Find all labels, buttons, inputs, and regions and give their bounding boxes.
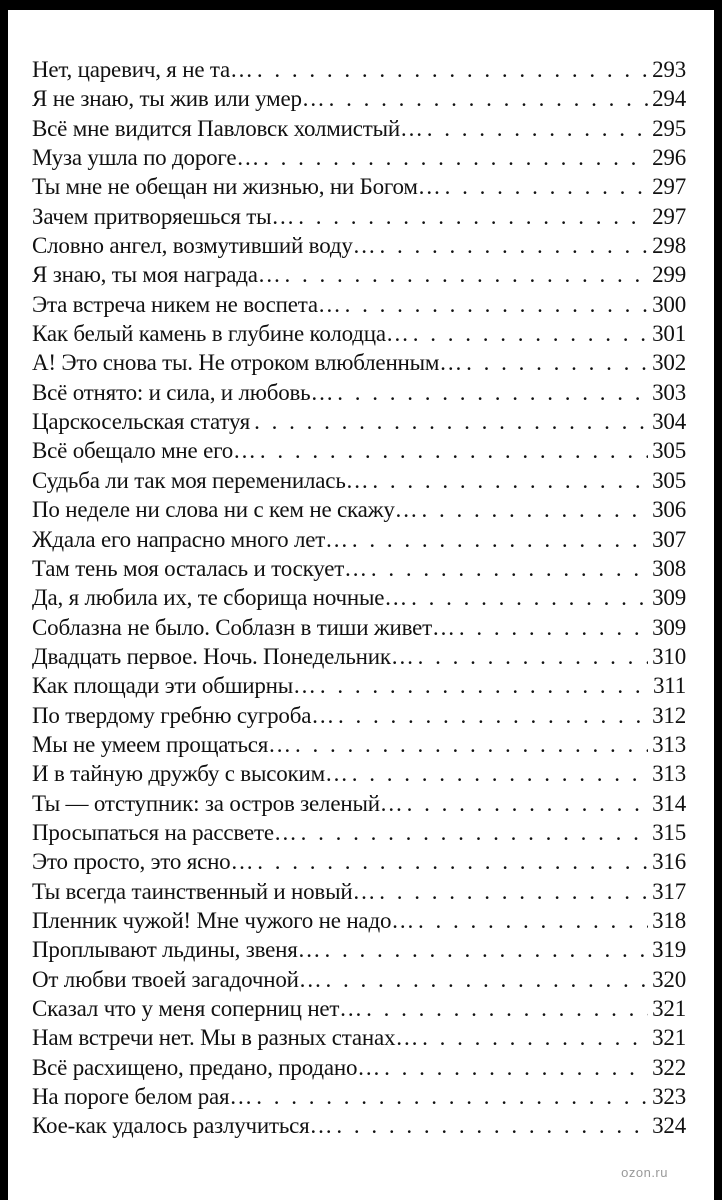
toc-entry-title: Нам встречи нет. Мы в разных станах… xyxy=(32,1025,419,1051)
toc-entry-title: Всё расхищено, предано, продано… xyxy=(32,1054,381,1080)
toc-entry-title: Просыпаться на рассвете… xyxy=(32,819,297,845)
toc-entry-title: Нет, царевич, я не та… xyxy=(32,57,253,82)
toc-entry-page: 310 xyxy=(652,643,686,669)
toc-entry-page: 315 xyxy=(652,819,686,845)
toc-entry-page: 307 xyxy=(652,526,686,552)
toc-entry xyxy=(32,290,686,319)
dot-leader xyxy=(411,583,648,612)
toc-entry xyxy=(32,935,686,964)
toc-entry-title: Судьба ли так моя переменилась… xyxy=(32,467,369,493)
toc-entry-page: 313 xyxy=(652,731,686,757)
table-of-contents xyxy=(32,55,686,1141)
toc-entry xyxy=(32,1082,686,1111)
left-border xyxy=(0,0,8,1200)
toc-entry-title: Ты всегда таинственный и новый… xyxy=(32,878,376,904)
toc-entry-title: Проплывают льдины, звеня… xyxy=(32,937,321,963)
dot-leader xyxy=(326,965,649,994)
toc-entry xyxy=(32,701,686,730)
toc-entry xyxy=(32,525,686,554)
dot-leader xyxy=(256,1082,648,1111)
dot-leader xyxy=(257,55,648,84)
dot-leader xyxy=(372,466,648,495)
dot-leader xyxy=(466,348,648,377)
toc-entry xyxy=(32,260,686,289)
dot-leader xyxy=(418,906,648,935)
toc-entry-page: 297 xyxy=(652,203,686,229)
toc-entry-title: Там тень моя осталась и тоскует… xyxy=(32,555,367,581)
dot-leader xyxy=(324,935,648,964)
toc-entry-page: 314 xyxy=(652,790,686,816)
toc-entry-page: 303 xyxy=(652,379,686,405)
toc-entry-page: 320 xyxy=(652,966,686,992)
toc-entry-page: 309 xyxy=(652,614,686,640)
dot-leader xyxy=(459,613,648,642)
dot-leader xyxy=(345,290,648,319)
dot-leader xyxy=(260,436,648,465)
toc-entry-page: 304 xyxy=(652,409,686,435)
toc-entry-title: По неделе ни слова ни с кем не скажу… xyxy=(32,497,418,523)
toc-entry-page: 295 xyxy=(652,115,686,141)
dot-leader xyxy=(329,84,648,113)
toc-entry-title: А! Это снова ты. Не отроком влюбленным… xyxy=(32,350,463,376)
toc-entry-page: 318 xyxy=(652,907,686,933)
toc-entry xyxy=(32,877,686,906)
toc-entry-title: Муза ушла по дороге… xyxy=(32,145,260,171)
toc-entry-title: Ты — отступник: за остров зеленый… xyxy=(32,790,403,816)
toc-entry-page: 322 xyxy=(652,1054,686,1080)
toc-entry-page: 302 xyxy=(652,350,686,376)
toc-entry-page: 321 xyxy=(652,1025,686,1051)
toc-entry-title: Всё обещало мне его… xyxy=(32,438,256,464)
dot-leader xyxy=(336,1111,648,1140)
toc-entry xyxy=(32,231,686,260)
right-border xyxy=(714,0,722,1200)
toc-entry xyxy=(32,436,686,465)
toc-entry xyxy=(32,1111,686,1140)
toc-entry-page: 294 xyxy=(652,86,686,112)
toc-entry xyxy=(32,114,686,143)
toc-entry xyxy=(32,1053,686,1082)
dot-leader xyxy=(337,378,648,407)
toc-entry xyxy=(32,407,686,436)
dot-leader xyxy=(352,525,648,554)
toc-entry-title: Всё отнято: и сила, и любовь… xyxy=(32,379,334,405)
toc-entry-page: 316 xyxy=(652,849,686,875)
toc-entry xyxy=(32,202,686,231)
toc-entry-title: Как площади эти обширны… xyxy=(32,673,316,699)
toc-entry-title: Кое-как удалось разлучиться… xyxy=(32,1113,333,1139)
toc-entry-title: И в тайную дружбу с высоким… xyxy=(32,761,348,787)
toc-entry xyxy=(32,172,686,201)
toc-entry xyxy=(32,994,686,1023)
dot-leader xyxy=(371,554,648,583)
toc-entry-title: Это просто, это ясно… xyxy=(32,849,254,875)
toc-entry-title: Я знаю, ты моя награда… xyxy=(32,262,281,288)
toc-entry xyxy=(32,55,686,84)
toc-entry xyxy=(32,554,686,583)
toc-entry-title: Мы не умеем прощаться… xyxy=(32,731,291,757)
toc-entry-title: Эта встреча никем не воспета… xyxy=(32,291,341,317)
dot-leader xyxy=(413,319,648,348)
toc-entry xyxy=(32,906,686,935)
toc-entry-title: Ждала его напрасно много лет… xyxy=(32,526,348,552)
toc-entry xyxy=(32,847,686,876)
dot-leader xyxy=(338,701,648,730)
watermark: ozon.ru xyxy=(621,1165,668,1180)
toc-entry-page: 306 xyxy=(652,497,686,523)
toc-entry xyxy=(32,789,686,818)
toc-entry-page: 321 xyxy=(652,996,686,1021)
toc-entry-page: 299 xyxy=(652,262,686,288)
toc-entry xyxy=(32,1023,686,1052)
toc-entry-title: На пороге белом рая… xyxy=(32,1084,253,1110)
toc-entry-page: 308 xyxy=(652,555,686,581)
dot-leader xyxy=(418,642,648,671)
toc-entry xyxy=(32,348,686,377)
toc-entry xyxy=(32,642,686,671)
toc-entry-page: 301 xyxy=(652,321,686,347)
dot-leader xyxy=(366,994,648,1023)
toc-entry-page: 324 xyxy=(652,1113,686,1139)
toc-entry xyxy=(32,613,686,642)
dot-leader xyxy=(254,407,648,436)
toc-entry-page: 313 xyxy=(652,761,686,787)
toc-entry-title: Ты мне не обещан ни жизнью, ни Богом… xyxy=(32,174,441,200)
toc-entry-title: Как белый камень в глубине колодца… xyxy=(32,321,409,347)
toc-entry-page: 293 xyxy=(652,57,686,82)
toc-entry-page: 298 xyxy=(652,233,686,259)
dot-leader xyxy=(257,847,648,876)
toc-entry xyxy=(32,965,686,994)
dot-leader xyxy=(384,1053,648,1082)
toc-entry-title: Я не знаю, ты жив или умер… xyxy=(32,86,325,112)
toc-entry-title: По твердому гребню сугроба… xyxy=(32,702,335,728)
toc-entry xyxy=(32,759,686,788)
toc-entry xyxy=(32,671,686,700)
toc-entry-title: Царскосельская статуя xyxy=(32,409,251,435)
toc-entry-page: 312 xyxy=(652,702,686,728)
toc-entry xyxy=(32,84,686,113)
toc-entry xyxy=(32,818,686,847)
toc-entry-page: 319 xyxy=(652,937,686,963)
toc-entry-title: Всё мне видится Павловск холмистый… xyxy=(32,115,423,141)
toc-entry-title: Зачем притворяешься ты… xyxy=(32,203,295,229)
toc-entry xyxy=(32,319,686,348)
dot-leader xyxy=(445,172,649,201)
dot-leader xyxy=(422,1023,648,1052)
toc-entry-page: 296 xyxy=(652,145,686,171)
toc-entry xyxy=(32,143,686,172)
dot-leader xyxy=(301,818,648,847)
dot-leader xyxy=(320,671,649,700)
toc-entry-page: 309 xyxy=(652,585,686,611)
toc-entry-page: 311 xyxy=(652,673,686,699)
dot-leader xyxy=(379,231,648,260)
toc-entry xyxy=(32,466,686,495)
dot-leader xyxy=(298,202,648,231)
toc-entry-page: 317 xyxy=(652,878,686,904)
toc-entry-title: Двадцать первое. Ночь. Понедельник… xyxy=(32,643,414,669)
toc-entry xyxy=(32,583,686,612)
dot-leader xyxy=(352,759,648,788)
toc-entry-title: От любви твоей загадочной… xyxy=(32,966,322,992)
dot-leader xyxy=(285,260,649,289)
dot-leader xyxy=(407,789,648,818)
dot-leader xyxy=(421,495,648,524)
toc-entry-title: Да, я любила их, те сборища ночные… xyxy=(32,585,408,611)
toc-entry-page: 305 xyxy=(652,467,686,493)
toc-entry xyxy=(32,730,686,759)
dot-leader xyxy=(379,877,648,906)
toc-entry-page: 305 xyxy=(652,438,686,464)
toc-entry-title: Пленник чужой! Мне чужого не надо… xyxy=(32,907,415,933)
top-border xyxy=(0,0,722,10)
toc-entry xyxy=(32,378,686,407)
dot-leader xyxy=(427,114,648,143)
dot-leader xyxy=(295,730,648,759)
toc-entry-title: Словно ангел, возмутивший воду… xyxy=(32,233,376,259)
toc-entry-page: 300 xyxy=(652,291,686,317)
toc-entry-page: 323 xyxy=(652,1084,686,1110)
toc-entry-title: Соблазна не было. Соблазн в тиши живет… xyxy=(32,614,455,640)
toc-entry xyxy=(32,495,686,524)
toc-entry-title: Сказал что у меня соперниц нет… xyxy=(32,996,363,1021)
dot-leader xyxy=(263,143,648,172)
toc-entry-page: 297 xyxy=(652,174,686,200)
